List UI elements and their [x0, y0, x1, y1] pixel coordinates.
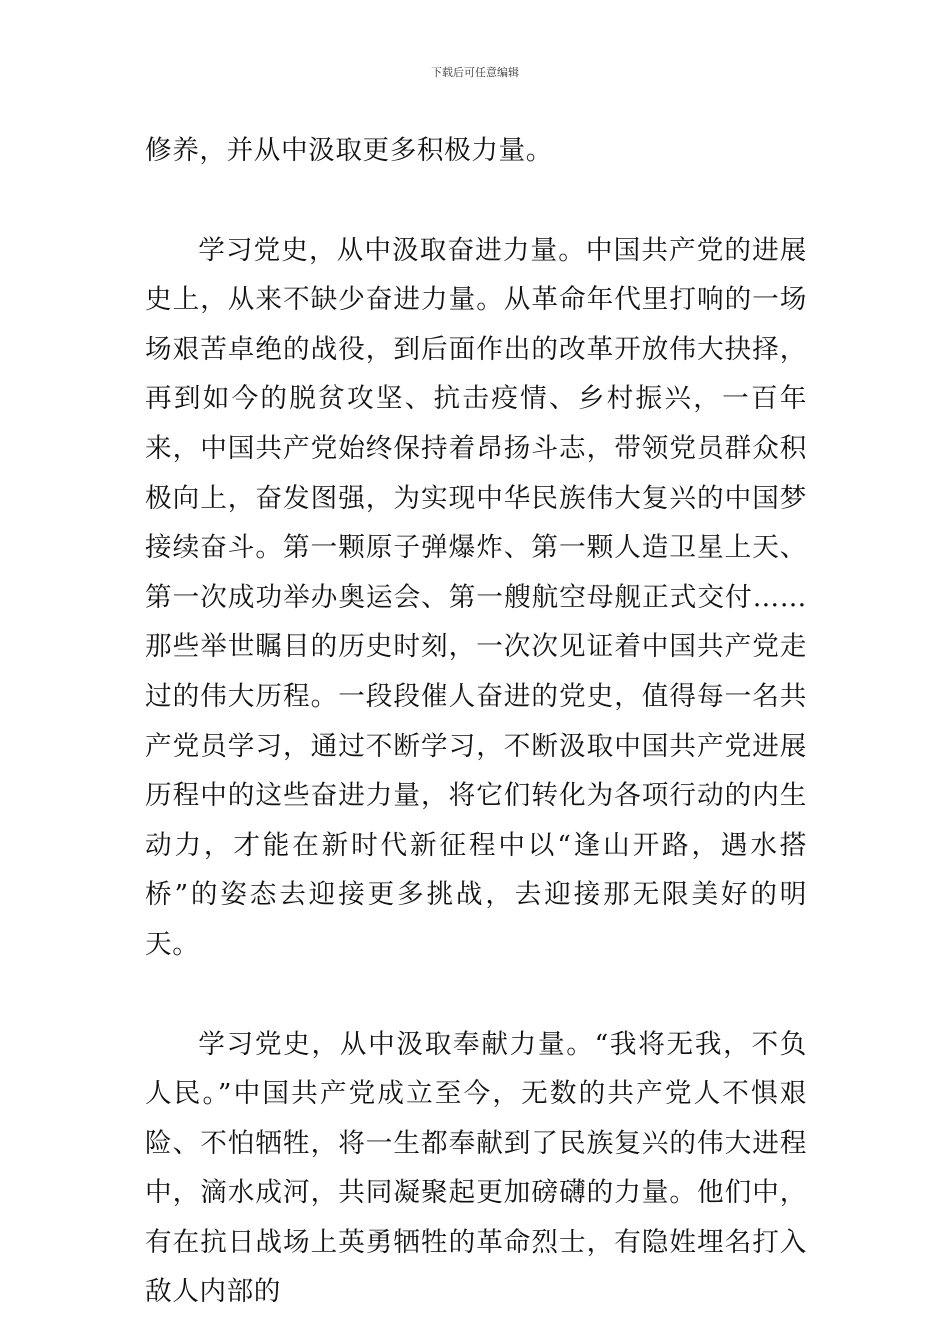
paragraph-striving-strength: 学习党史，从中汲取奋进力量。中国共产党的进展史上，从来不缺少奋进力量。从革命年代里打响的一场场艰苦卓绝的战役，到后面作出的改革开放伟大抉择，再到如今的脱贫攻坚、抗击疫情、乡村振兴，一百年来，中国共产党始终保持着昂扬斗志，带领党员群众积极向上，奋发图强，为实现中华民族伟大复兴的中国梦接续奋斗。第一颗原子弹爆炸、第一颗人造卫星上天、第一次成功举办奥运会、第一艘航空母舰正式交付……那些举世瞩目的历史时刻，一次次见证着中国共产党走过的伟大历程。一段段催人奋进的党史，值得每一名共产党员学习，通过不断学习，不断汲取中国共产党进展历程中的这些奋进力量，将它们转化为各项行动的内生动力，才能在新时代新征程中以“逢山开路，遇水搭桥”的姿态去迎接更多挑战，去迎接那无限美好的明天。	[145, 234, 807, 960]
paragraph-gap	[145, 970, 807, 1020]
document-body	[145, 126, 807, 1317]
paragraph-gap	[145, 176, 807, 226]
paragraph-continuation: 修养，并从中汲取更多积极力量。	[145, 135, 553, 166]
paragraph-dedication-strength: 学习党史，从中汲取奉献力量。“我将无我，不负人民。”中国共产党成立至今，无数的共产党人不惧艰险、不怕牺牲，将一生都奉献到了民族复兴的伟大进程中，滴水成河，共同凝聚起更加磅礴的力量。他们中，有在抗日战场上英勇牺牲的革命烈士，有隐姓埋名打入敌人内部的	[145, 1028, 807, 1308]
page-header: 下载后可任意编辑	[431, 66, 519, 79]
